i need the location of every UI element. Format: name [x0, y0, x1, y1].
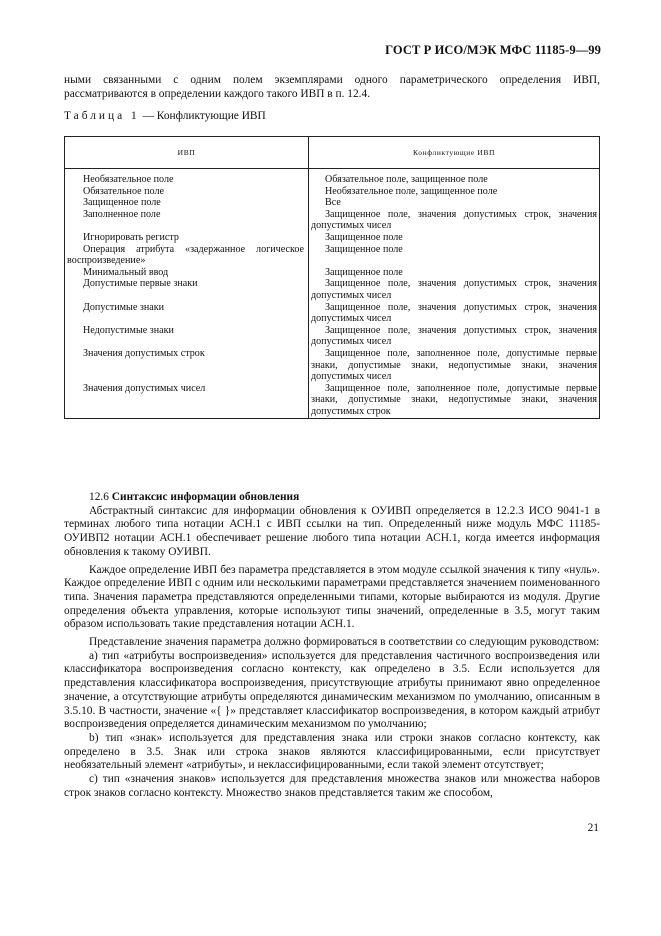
- table-cell-conflicting: Необязательное поле, защищенное поле: [309, 186, 600, 198]
- table-cell-ivp: Необязательное поле: [65, 169, 309, 186]
- paragraph: Представление значения параметра должно формироваться в соответствии со следующим руководством:: [89, 636, 600, 649]
- table-cell-conflicting: Защищенное поле, заполненное поле, допустимые первые знаки, допустимые знаки, недопустимые знаки, значения допустимых строк: [309, 383, 600, 419]
- section-title: Синтаксис информации обновления: [111, 491, 300, 503]
- table-row: [65, 278, 600, 301]
- table-cell-conflicting: Все: [309, 197, 600, 209]
- table-row: [65, 348, 600, 383]
- table-row: [65, 197, 600, 209]
- table-cell-conflicting: Защищенное поле, заполненное поле, допустимые первые знаки, допустимые знаки, недопустимые знаки, значения допустимых чисел: [309, 348, 600, 383]
- table-cell-conflicting: Обязательное поле, защищенное поле: [309, 169, 600, 186]
- table-row: [65, 383, 600, 419]
- table-cell-ivp: Заполненное поле: [65, 209, 309, 232]
- list-item-c: c) тип «значения знаков» используется для представления множества знаков или множества наборов строк знаков согласно контексту. Множество знаков представляется таким же способом,: [64, 773, 600, 799]
- list-item-b: b) тип «знак» используется для представления знака или строки знаков согласно контексту, как определено в 3.5. Знак или строка знаков являются классифицированными, если присутствует необязательный элемент «атрибуты», и неклассифицированными, если такой элемент отсутствует;: [64, 731, 600, 772]
- section-heading: [64, 491, 600, 505]
- table-cell-conflicting: Защищенное поле: [309, 232, 600, 244]
- column-header-conflicting: Конфликтующие ИВП: [309, 137, 600, 169]
- document-header: ГОСТ Р ИСО/МЭК МФС 11185-9—99: [385, 43, 601, 57]
- column-header-ivp: ИВП: [65, 137, 309, 169]
- page-number: 21: [587, 822, 599, 834]
- table-header-row: [65, 137, 600, 169]
- table-cell-ivp: Обязательное поле: [65, 186, 309, 198]
- paragraph: Абстрактный синтаксис для информации обновления к ОУИВП определяется в 12.2.3 ИСО 9041-1 в терминах любого типа нотации АСН.1 с ИВП ссылки на тип. Определенный ниже модуль МФС 11185-ОУИВП2 нотации АСН.1 обеспечивает решение любого типа нотации АСН.1, когда имеется информация обновления к такому ОУИВП.: [64, 504, 600, 558]
- table-cell-ivp: Недопустимые знаки: [65, 325, 309, 348]
- table-caption: [64, 110, 266, 122]
- table-row: [65, 302, 600, 325]
- table-cell-ivp: Минимальный ввод: [65, 267, 309, 279]
- paragraph: Каждое определение ИВП без параметра представляется в этом модуле ссылкой значения к типу «нуль». Каждое определение ИВП с одним или несколькими параметрами представляется значением поименованного типа. Значения параметра представляются определенными типами, которые выбираются из модуля. Другие определения объекта управления, которые используют типы значений, определенные в 3.5, могут таким образом использовать такие представления нотации АСН.1.: [64, 563, 600, 631]
- list-item-a: а) тип «атрибуты воспроизведения» используется для представления частичного воспроизведения или классификатора воспроизведения согласно контексту, как определено в 3.5. Если используется для представления классификатора воспроизведения, присутствующие атрибуты принимают явно определенное значение, а отсутствующие атрибуты определяются динамическим механизмом по умолчанию, описанным в 3.5.10. В частности, значение «{ }» представляет классификатор воспроизведения, в котором каждый атрибут воспроизведения определяется динамическим механизмом по умолчанию;: [64, 649, 600, 731]
- table-row: [65, 232, 600, 244]
- table-cell-ivp: Игнорировать регистр: [65, 232, 309, 244]
- table-caption-prefix: Таблица 1: [64, 110, 140, 122]
- intro-paragraph: ными связанными с одним полем экземплярами одного параметрического определения ИВП, рассматриваются в определении каждого такого ИВП в п. 12.4.: [64, 74, 600, 101]
- table-cell-conflicting: Защищенное поле, значения допустимых строк, значения допустимых чисел: [309, 325, 600, 348]
- section-number: 12.6: [89, 491, 109, 503]
- table-row: [65, 186, 600, 198]
- section-body: [64, 491, 600, 800]
- table-cell-ivp: Значения допустимых строк: [65, 348, 309, 383]
- table-row: [65, 267, 600, 279]
- table-cell-ivp: Допустимые знаки: [65, 302, 309, 325]
- table-cell-conflicting: Защищенное поле, значения допустимых строк, значения допустимых чисел: [309, 209, 600, 232]
- table-cell-ivp: Допустимые первые знаки: [65, 278, 309, 301]
- table-cell-ivp: Операция атрибута «задержанное логическое воспроизведение»: [65, 244, 309, 267]
- table-cell-ivp: Значения допустимых чисел: [65, 383, 309, 419]
- table-row: [65, 244, 600, 267]
- table-row: [65, 209, 600, 232]
- table-cell-conflicting: Защищенное поле, значения допустимых строк, значения допустимых чисел: [309, 302, 600, 325]
- table-row: [65, 169, 600, 186]
- table-row: [65, 325, 600, 348]
- table-cell-ivp: Защищенное поле: [65, 197, 309, 209]
- table-cell-conflicting: Защищенное поле, значения допустимых строк, значения допустимых чисел: [309, 278, 600, 301]
- conflicting-ivp-table: [64, 136, 600, 419]
- table-cell-conflicting: Защищенное поле: [309, 267, 600, 279]
- table-caption-title: — Конфликтующие ИВП: [139, 110, 266, 122]
- table-cell-conflicting: Защищенное поле: [309, 244, 600, 267]
